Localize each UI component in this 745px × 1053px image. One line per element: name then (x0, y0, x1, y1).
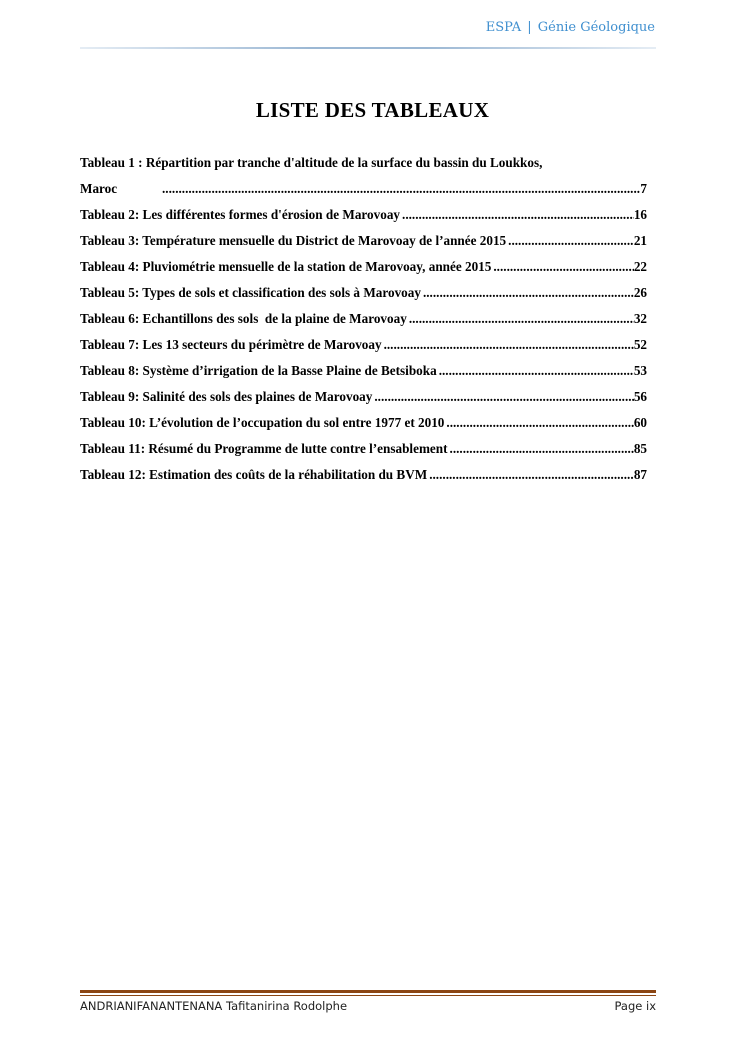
header-rule (80, 47, 656, 49)
toc-entry-8[interactable] (80, 358, 647, 384)
toc-entry-1-line2[interactable] (80, 176, 647, 202)
toc-entry-label: Tableau 2: Les différentes formes d'érosion de Marovoay (80, 207, 401, 222)
toc-leader-dots (450, 436, 634, 462)
toc-entry-page: 21 (633, 233, 647, 248)
toc-entry-page: 52 (633, 337, 647, 352)
header-institution: ESPA (485, 20, 522, 35)
toc-entry-label: Tableau 5: Types de sols et classification des sols à Marovoay (80, 285, 421, 300)
toc-entry-label: Tableau 6: Echantillons des sols de la plaine de Marovoay (80, 311, 407, 326)
toc-leader-dots (374, 384, 633, 410)
toc-entry-4[interactable] (80, 254, 647, 280)
toc-leader-dots (402, 202, 634, 228)
toc-leader-dots (493, 254, 633, 280)
toc-entry-page: 60 (633, 415, 647, 430)
toc-entry-label: Tableau 4: Pluviométrie mensuelle de la station de Marovoay, année 2015 (80, 259, 492, 274)
toc-leader-dots (439, 358, 634, 384)
header-separator: | (527, 20, 532, 35)
toc-leader-dots (384, 332, 634, 358)
toc-leader-dots (162, 176, 640, 202)
toc-entry-3[interactable] (80, 228, 647, 254)
footer-page-number: Page ix (614, 999, 656, 1013)
toc-leader-dots (409, 306, 634, 332)
toc-entry-11[interactable] (80, 436, 647, 462)
toc-leader-dots (508, 228, 634, 254)
running-header (486, 20, 655, 35)
toc-entry-label: Tableau 11: Résumé du Programme de lutte contre l’ensablement (80, 441, 448, 456)
toc-entry-page: 87 (633, 467, 647, 482)
footer-rule-thin (80, 995, 656, 996)
toc-leader-dots (423, 280, 634, 306)
toc-entry-label: Tableau 10: L’évolution de l’occupation du sol entre 1977 et 2010 (80, 415, 445, 430)
toc-entry-7[interactable] (80, 332, 647, 358)
toc-leader-dots (429, 462, 634, 488)
toc-entry-10[interactable] (80, 410, 647, 436)
table-of-tables (80, 150, 647, 488)
toc-entry-page: 7 (640, 181, 647, 196)
toc-entry-label: Tableau 7: Les 13 secteurs du périmètre de Marovoay (80, 337, 382, 352)
toc-entry-label: Tableau 1 : Répartition par tranche d'altitude de la surface du bassin du Loukkos, (80, 155, 543, 170)
toc-entry-5[interactable] (80, 280, 647, 306)
toc-entry-page: 32 (633, 311, 647, 326)
footer-rule (80, 990, 656, 993)
toc-entry-label: Maroc (80, 181, 118, 196)
toc-entry-label: Tableau 9: Salinité des sols des plaines de Marovoay (80, 389, 373, 404)
toc-entry-2[interactable] (80, 202, 647, 228)
toc-entry-page: 85 (633, 441, 647, 456)
toc-entry-1-line1[interactable] (80, 150, 647, 176)
toc-entry-page: 53 (633, 363, 647, 378)
toc-entry-label: Tableau 8: Système d’irrigation de la Basse Plaine de Betsiboka (80, 363, 437, 378)
toc-entry-page: 26 (633, 285, 647, 300)
toc-entry-page: 16 (633, 207, 647, 222)
page-title: LISTE DES TABLEAUX (255, 98, 490, 122)
toc-entry-9[interactable] (80, 384, 647, 410)
header-department: Génie Géologique (537, 20, 655, 35)
toc-entry-label: Tableau 12: Estimation des coûts de la réhabilitation du BVM (80, 467, 428, 482)
toc-entry-label: Tableau 3: Température mensuelle du District de Marovoay de l’année 2015 (80, 233, 507, 248)
toc-entry-page: 56 (633, 389, 647, 404)
toc-leader-dots (446, 410, 633, 436)
toc-entry-page: 22 (633, 259, 647, 274)
footer-author: ANDRIANIFANANTENANA Tafitanirina Rodolphe (80, 999, 348, 1013)
toc-entry-6[interactable] (80, 306, 647, 332)
toc-entry-12[interactable] (80, 462, 647, 488)
